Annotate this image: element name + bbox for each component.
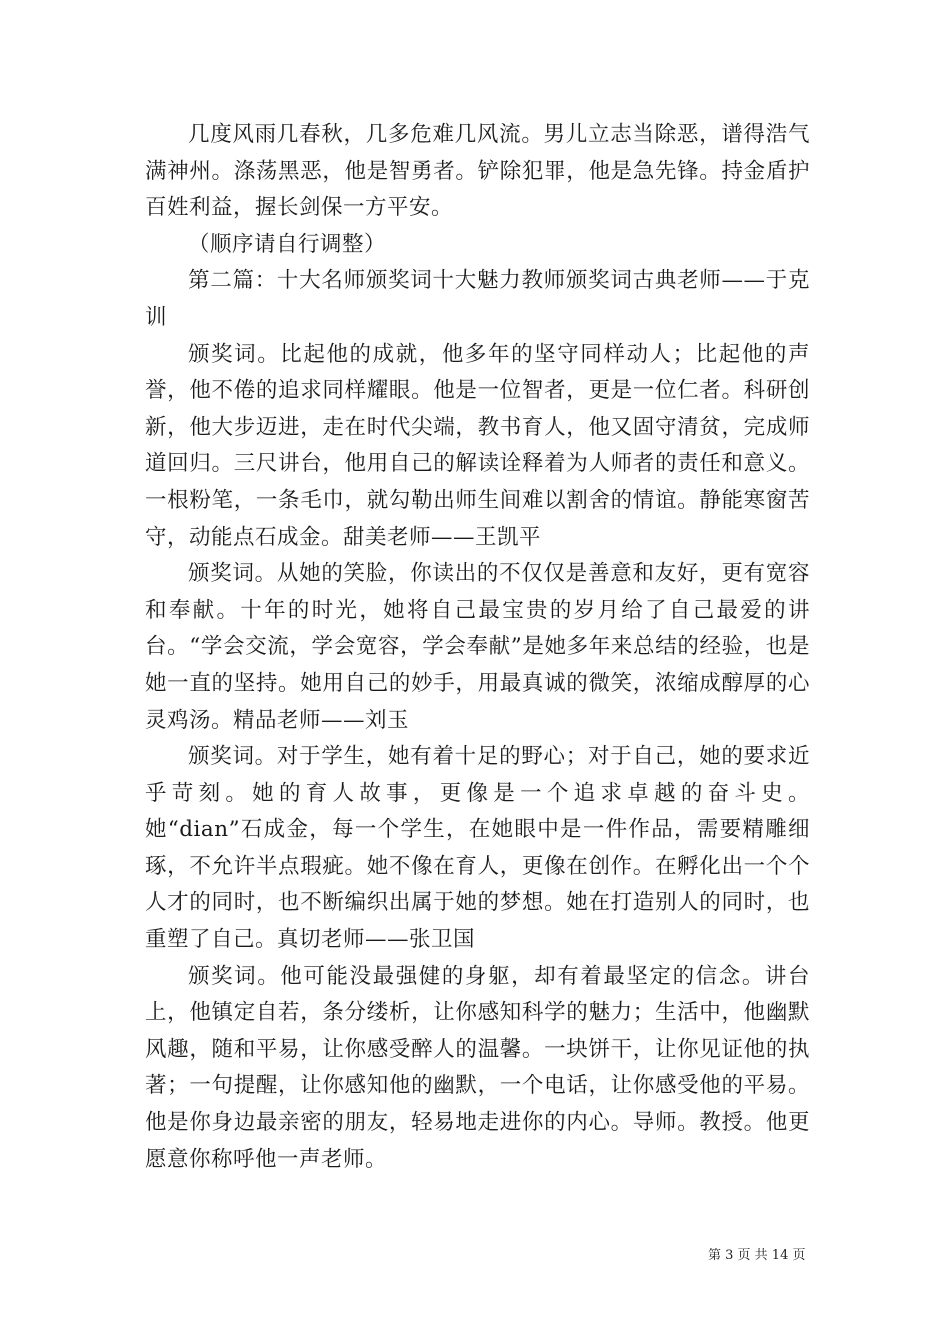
page-number: 第 3 页 共 14 页 [708, 1248, 806, 1263]
paragraph-intro: 几度风雨几春秋，几多危难几风流。男儿立志当除恶，谱得浩气满神州。涤荡黑恶，他是智勇者。铲除犯罪，他是急先锋。持金盾护百姓利益，握长剑保一方平安。 [145, 122, 810, 221]
section-heading: 第二篇：十大名师颁奖词十大魅力教师颁奖词古典老师——于克训 [145, 268, 810, 330]
paragraph-award-4: 颁奖词。他可能没最强健的身躯，却有着最坚定的信念。讲台上，他镇定自若，条分缕析，让你感知科学的魅力；生活中，他幽默风趣，随和平易，让你感受醉人的温馨。一块饼干，让你见证他的执著；一句提醒，让你感知他的幽默，一个电话，让你感受他的平易。他是你身边最亲密的朋友，轻易地走进你的内心。导师。教授。他更愿意你称呼他一声老师。 [145, 963, 810, 1172]
paragraph-award-3: 颁奖词。对于学生，她有着十足的野心；对于自己，她的要求近乎苛刻。她的育人故事，更像是一个追求卓越的奋斗史。她“dian”石成金，每一个学生，在她眼中是一件作品，需要精雕细琢，不允许半点瑕疵。她不像在育人，更像在创作。在孵化出一个个人才的同时，也不断编织出属于她的梦想。她在打造别人的同时，也重塑了自己。真切老师——张卫国 [145, 744, 810, 953]
paragraph-award-1: 颁奖词。比起他的成就，他多年的坚守同样动人；比起他的声誉，他不倦的追求同样耀眼。他是一位智者，更是一位仁者。科研创新，他大步迈进，走在时代尖端，教书育人，他又固守清贫，完成师道回归。三尺讲台，他用自己的解读诠释着为人师者的责任和意义。一根粉笔，一条毛巾，就勾勒出师生间难以割舍的情谊。静能寒窗苦守，动能点石成金。甜美老师——王凯平 [145, 341, 810, 550]
paragraph-award-2: 颁奖词。从她的笑脸，你读出的不仅仅是善意和友好，更有宽容和奉献。十年的时光，她将自己最宝贵的岁月给了自己最爱的讲台。“学会交流，学会宽容，学会奉献”是她多年来总结的经验，也是她一直的坚持。她用自己的妙手，用最真诚的微笑，浓缩成醇厚的心灵鸡汤。精品老师——刘玉 [145, 561, 810, 733]
paragraph-note: （顺序请自行调整） [188, 231, 387, 257]
document-body [145, 117, 810, 1178]
